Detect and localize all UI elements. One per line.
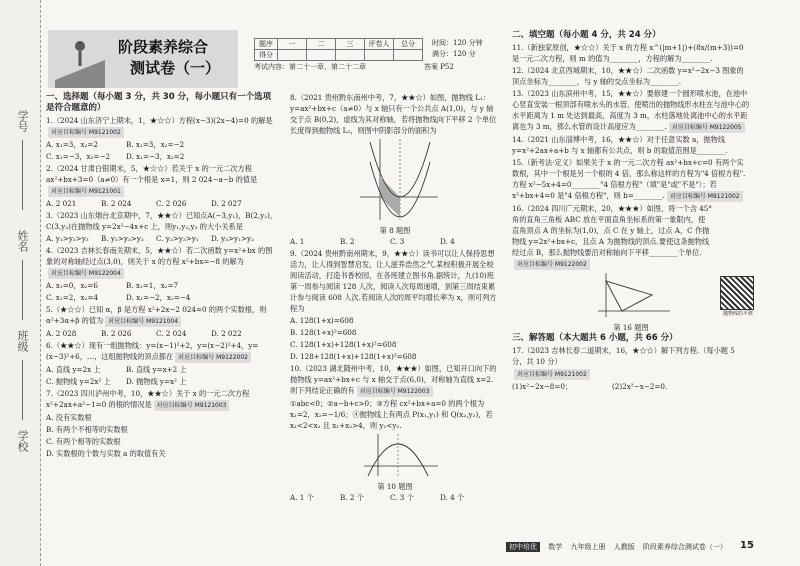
question-10: 10.（2023 湖北随州中考，10，★★★）如图，已知开口向下的抛物线 y=ax²+bx+c 与 x 轴交于点(6,0)，对称轴为直线 x=2.则下列结论正确的有 对应目标编号 M9122003: [290, 364, 497, 395]
exam-scope: 考试内容：第二十一章、第二十二章: [254, 63, 366, 71]
question-16: 16.（2024 四川广元期末，20，★★★）如图，将一个含 45°角的直角三角板 ABC 放在平面直角坐标系的第一象限内，使直角顶点 A 的坐标为(1,0)，点 C 在 y 轴上，过点 A，C 作抛物线 y=2x²+bx+c，且点 A 为抛物线的顶点.要使这条抛物线经过点 B，那么抛物线要沿对称轴向下平移________个单位.对应目标编号 M9122002: [512, 204, 712, 268]
question-1: 1.（2024 山东济宁上期末，1，★☆☆）方程(x−3)(2x−4)=0 的解是对应目标编号 M9121002: [46, 116, 273, 136]
column-2: 8.（2021 贵州黔东南州中考，7，★★☆）如图，抛物线 L₁：y=ax²+bx+c（a≠0）与 x 轴只有一个公共点 A(1,0)，与 y 轴交于点 B(0,2)，虚线为其对称轴，若将抛物线向下平移 2 个单位长度得到抛物线 L₂，则图中阴影部分的面积为 第 8 题图 A. 1 B. 2 C. 3 D. 4 9.（2024 贵州黔南州期末，9，★★☆）读书可以让人保持思想活力，让人得到智慧启发，让人滋养浩然之气.某校积极开展全校阅读活动，打造书香校园，在各班建立图书角.据统计，九(10)班第一周参与阅读 128 人次，阅读人次每周递增，到第三周结束累计参与阅读 608 人次.若阅读人次的周平均增长率为 x，则可列方程为 A. 128(1+x)=608 B. 128(1+x)²=608 C. 128(1+x)+128(1+x)²=608 D. 128+128(1+x)+128(1+x)²=608 10.（2023 湖北随州中考，10，★★★）如图，已知开口向下的抛物线 y=ax²+bx+c 与 x 轴交于点(6,0)，对称轴为直线 x=2.则下列结论正确的有 对应目标编号 M9122003 ①abc<0；②a−b+c>0；③方程 cx²+bx+a=0 的两个根为 x₁=2，x₂=−1/6；④抛物线上有两点 P(x₁,y₁) 和 Q(x₂,y₂)，若 x₁<2<x₂ 且 x₁+x₂>4，则 y₁<y₂. 第 10 题图 A. 1 个 B. 2 个 C. 3 个 D. 4 个: [290, 92, 500, 504]
figure-8-parabola: [350, 137, 440, 222]
answer-reference: 答案 P52: [424, 63, 454, 71]
question-15: 15.（新考法·定义）如果关于 x 的一元二次方程 ax²+bx+c=0 有两个实数根，其中一个根是另一个根的 4 倍，那么称这样的方程为"4 倍根方程".方程 x²−5x+4=0________"4 倍根方程"（填"是"或"不是"）；若 x²+bx+4=0 是"4 倍根方程"，则 b=________. 对应目标编号 M9121002: [512, 158, 746, 200]
header-banner: [48, 30, 238, 88]
column-3: 二、填空题（每小题 4 分，共 24 分） 11.（新独家原创，★☆☆）关于 x 的方程 x^(|m+1|)+(8x/(m+3))=0 是一元二次方程，则 m 的值为________，方程的解为________. 12.（2024 北京西城期末，10，★★☆）二次函数 y=x²−2x−3 图象的顶点坐标为________，与 y 轴的交点坐标为________. 13.（2023 山东滨州中考，15，★★☆）要修建一个圆形喷水池，在池中心竖直安装一根顶部有喷水头的水管，使喷出的抛物线形水柱在与池中心的水平距离为 1 m 处达到最高，高度为 3 m，水柱落地处离池中心的水平距离也为 3 m，那么水管的设计高度应为________. 对应目标编号 M9122005 14.（2021 山东淄博中考，16，★★☆）对于任意实数 a，抛物线 y=x²+2ax+a+b 与 x 轴都有公共点，则 b 的取值范围是________. 15.（新考法·定义）如果关于 x 的一元二次方程 ax²+bx+c=0 有两个实数根，其中一个根是另一个根的 4 倍，那么称这样的方程为"4 倍根方程".方程 x²−5x+4=0________"4 倍根方程"（填"是"或"不是"）；若 x²+bx+4=0 是"4 倍根方程"，则 b=________. 对应目标编号 M9121002 16.（2024 四川广元期末，20，★★★）如图，将一个含 45°角的直角三角板 ABC 放在平面直角坐标系的第一象限内，使直角顶点 A 的坐标为(1,0)，点 C 在 y 轴上，过点 A，C 作抛物线 y=2x²+bx+c，且点 A 为抛物线的顶点.要使这条抛物线经过点 B，那么抛物线要沿对称轴向下平移________个单位.对应目标编号 M9122002 第 16 题图 三、解答题（本大题共 6 小题，共 66 分） 17.（2023 吉林长春二道期末，16，★☆☆）解下列方程.（每小题 5 分，共 10 分） 对应目标编号 M9121002 (1)x²−2x−8=0； (2)2x²−x−2=0.: [512, 30, 750, 391]
question-5: 5.（★☆☆）已知 α，β 是方程 x²+2x−2 024=0 的两个实数根，则α²+3α+β 的值为 对应目标编号 M9121004: [46, 305, 267, 325]
question-12: 12.（2024 北京西城期末，10，★★☆）二次函数 y=x²−2x−3 图象的顶点坐标为________，与 y 轴的交点坐标为________.: [512, 66, 744, 86]
figure-10-parabola: [360, 432, 440, 478]
page-title: 阶段素养综合: [118, 38, 209, 56]
question-9: 9.（2024 贵州黔南州期末，9，★★☆）读书可以让人保持思想活力，让人得到智慧启发，让人滋养浩然之气.某校积极开展全校阅读活动，打造书香校园，在各班建立图书角.据统计，九(10)班第一周参与阅读 128 人次，阅读人次每周递增，到第三周结束累计参与阅读 608 人次.若阅读人次的周平均增长率为 x，则可列方程为: [290, 249, 497, 313]
question-3: 3.（2023 山东烟台北京期中，7，★★☆）已知点A(−3,y₁)，B(2,y₂)，C(3,y₃)在抛物线 y=2x²−4x+c 上，则y₁,y₂,y₃ 的大小关系是: [46, 211, 278, 231]
figure-8-caption: 第 8 题图: [379, 226, 411, 235]
score-table: 题序 一 二 三 评卷人 总分 得分: [254, 38, 423, 61]
figure-16-caption: 第 16 题图: [613, 323, 649, 332]
figure-10-caption: 第 10 题图: [377, 482, 413, 491]
question-8: 8.（2021 贵州黔东南州中考，7，★★☆）如图，抛物线 L₁：y=ax²+bx+c（a≠0）与 x 轴只有一个公共点 A(1,0)，与 y 轴交于点 B(0,2)，虚线为其对称轴，若将抛物线向下平移 2 个单位长度得到抛物线 L₂，则图中阴影部分的面积为: [290, 93, 497, 135]
question-17: 17.（2023 吉林长春二道期末，16，★☆☆）解下列方程.（每小题 5 分，共 10 分）: [512, 346, 735, 366]
qr-caption: 抛物线的平移: [722, 311, 753, 317]
class-label: 班级: [16, 330, 29, 352]
page-number: 15: [740, 540, 754, 551]
question-2: 2.（2024 甘肃白银期末，5，★☆☆）若关于 x 的一元二次方程 ax²+bx+3=0（a≠0）有一个根是 x=1，则 2 024−a−b 的值是对应目标编号 M9121001: [46, 164, 258, 195]
figure-16-triangle: [592, 271, 672, 319]
column-1: 一、选择题（每小题 3 分，共 30 分，每小题只有一个选项是符合题意的） 1.（2024 山东济宁上期末，1，★☆☆）方程(x−3)(2x−4)=0 的解是对应目标编号 M9121002 A. x₁=3，x₂=2 B. x₁=3，x₂=−2 C. x₁=−3，x₂=−2 D. x₁=−3，x₂=2 2.（2024 甘肃白银期末，5，★☆☆）若关于 x 的一元二次方程 ax²+bx+3=0（a≠0）有一个根是 x=1，则 2 024−a−b 的值是对应目标编号 M9121001 A. 2 021 B. 2 024 C. 2 026 D. 2 027 3.（2023 山东烟台北京期中，7，★★☆）已知点A(−3,y₁)，B(2,y₂)，C(3,y₃)在抛物线 y=2x²−4x+c 上，则y₁,y₂,y₃ 的大小关系是 A. y₁>y₂>y₃ B. y₁>y₃>y₂ C. y₃>y₂>y₁ D. y₃>y₁>y₂ 4.（2023 吉林长春南关期末，5，★★☆）若二次函数 y=x²+bx 的图象的对称轴经过点(3,0)，则关于 x 的方程 x²+bx=−8 的解为对应目标编号 M9122004 A. x₁=0，x₂=6 B. x₁=1，x₂=7 C. x₁=2，x₂=4 D. x₁=−2，x₂=−4 5.（★☆☆）已知 α，β 是方程 x²+2x−2 024=0 的两个实数根，则α²+3α+β 的值为 对应目标编号 M9121004 A. 2 028 B. 2 026 C. 2 024 D. 2 022 6.（★★☆）现有一组抛物线：y=(x−1)²+2，y=(x−2)²+4，y=(x−3)²+6，…，这组抛物线的顶点都在 对应目标编号 M9122002 A. 直线 y=2x 上 B. 直线 y=x+2 上 C. 抛物线 y=2x² 上 D. 抛物线 y=x² 上 7.（2023 四川泸州中考，10，★★☆）关于 x 的一元二次方程 x²+2ax+a²−1=0 的根的情况是 对应目标编号 M9121003 A. 没有实数根 B. 有两个不相等的实数根 C. 有两个相等的实数根 D. 实数根的个数与实数 a 的取值有关: [46, 92, 278, 458]
question-7: 7.（2023 四川泸州中考，10，★★☆）关于 x 的一元二次方程 x²+2ax+a²−1=0 的根的情况是 对应目标编号 M9121003: [46, 389, 250, 409]
section-heading: 三、解答题（本大题共 6 小题，共 66 分）: [512, 333, 678, 343]
page-subtitle: 测试卷（一）: [130, 59, 221, 77]
time-info: 时间：120 分钟 满分：120 分: [432, 39, 483, 58]
question-6: 6.（★★☆）现有一组抛物线：y=(x−1)²+2，y=(x−2)²+4，y=(x−3)²+6，…，这组抛物线的顶点都在 对应目标编号 M9122002: [46, 341, 259, 361]
section-heading: 一、选择题（每小题 3 分，共 30 分，每小题只有一个选项是符合题意的）: [46, 92, 272, 113]
fill-line: [22, 140, 23, 210]
fill-line: [22, 360, 23, 420]
question-14: 14.（2021 山东淄博中考，16，★★☆）对于任意实数 a，抛物线 y=x²+2ax+a+b 与 x 轴都有公共点，则 b 的取值范围是________.: [512, 135, 728, 155]
student-no-label: 学号: [16, 110, 29, 132]
question-13: 13.（2023 山东滨州中考，15，★★☆）要修建一个圆形喷水池，在池中心竖直安装一根顶部有喷水头的水管，使喷出的抛物线形水柱在与池中心的水平距离为 1 m 处达到最高，高度为 3 m，水柱落地处离池中心的水平距离也为 3 m，那么水管的设计高度应为________. 对应目标编号 M9122005: [512, 89, 750, 131]
question-4: 4.（2023 吉林长春南关期末，5，★★☆）若二次函数 y=x²+bx 的图象的对称轴经过点(3,0)，则关于 x 的方程 x²+bx=−8 的解为对应目标编号 M9122004: [46, 246, 273, 277]
school-label: 学校: [16, 430, 29, 452]
question-11: 11.（新独家原创，★☆☆）关于 x 的方程 x^(|m+1|)+(8x/(m+3))=0 是一元二次方程，则 m 的值为________，方程的解为________.: [512, 43, 744, 63]
name-label: 姓名: [16, 230, 29, 252]
qr-code-icon[interactable]: [720, 276, 754, 310]
page-footer: 初中培优 数学 九年级上册 人教版 阶段素养综合测试卷（一）: [506, 542, 733, 556]
binding-margin: [0, 0, 41, 566]
section-heading: 二、填空题（每小题 4 分，共 24 分）: [512, 30, 661, 40]
fill-line: [22, 260, 23, 320]
decor-figure-icon: [50, 30, 110, 88]
